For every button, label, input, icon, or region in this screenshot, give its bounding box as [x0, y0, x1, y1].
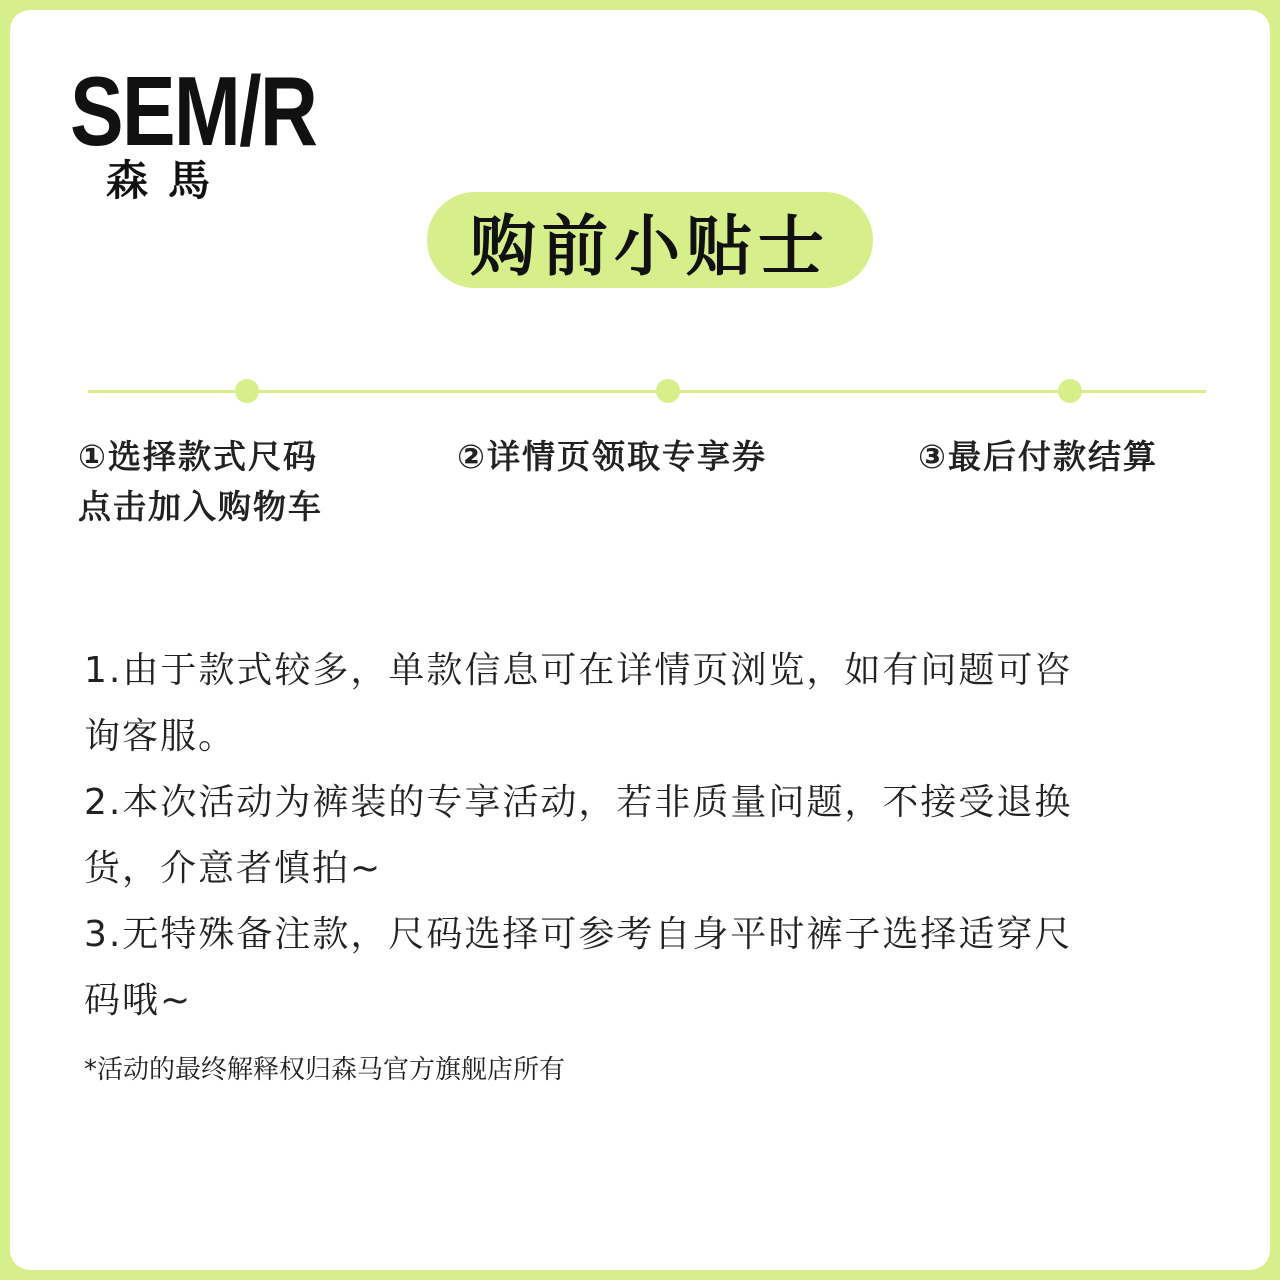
- disclaimer: *活动的最终解释权归森马官方旗舰店所有: [84, 1055, 566, 1085]
- timeline-dot-1: [235, 379, 259, 403]
- step-2: [457, 432, 767, 482]
- note-2-line-2: 货，介意者慎拍~: [84, 848, 383, 889]
- note-1: [84, 638, 1234, 770]
- step-1-line-1: ①选择款式尺码: [78, 437, 318, 476]
- step-1: [78, 432, 323, 532]
- note-1-line-1: 1.由于款式较多，单款信息可在详情页浏览，如有问题可咨: [84, 650, 1073, 691]
- steps-timeline: [88, 390, 1206, 393]
- note-1-line-2: 询客服。: [84, 716, 237, 757]
- timeline-dot-2: [656, 379, 680, 403]
- note-3-line-1: 3.无特殊备注款，尺码选择可参考自身平时裤子选择适穿尺: [84, 914, 1073, 955]
- step-3-line-1: ③最后付款结算: [918, 437, 1158, 476]
- brand-logo-cn: 森馬: [106, 156, 231, 205]
- brand-logo: [70, 56, 317, 205]
- timeline-dot-3: [1058, 379, 1082, 403]
- title-pill: [427, 192, 873, 288]
- brand-logo-en: SEM/R: [70, 56, 317, 166]
- step-3: [918, 432, 1158, 482]
- note-3-line-2: 码哦~: [84, 980, 193, 1021]
- card: [10, 10, 1270, 1270]
- note-3: [84, 902, 1234, 1034]
- page-title: 购前小贴士: [470, 207, 830, 285]
- note-2: [84, 770, 1234, 902]
- note-2-line-1: 2.本次活动为裤装的专享活动，若非质量问题，不接受退换: [84, 782, 1073, 823]
- step-1-line-2: 点击加入购物车: [78, 487, 323, 526]
- step-2-line-1: ②详情页领取专享券: [457, 437, 767, 476]
- notes-list: [84, 638, 1234, 1034]
